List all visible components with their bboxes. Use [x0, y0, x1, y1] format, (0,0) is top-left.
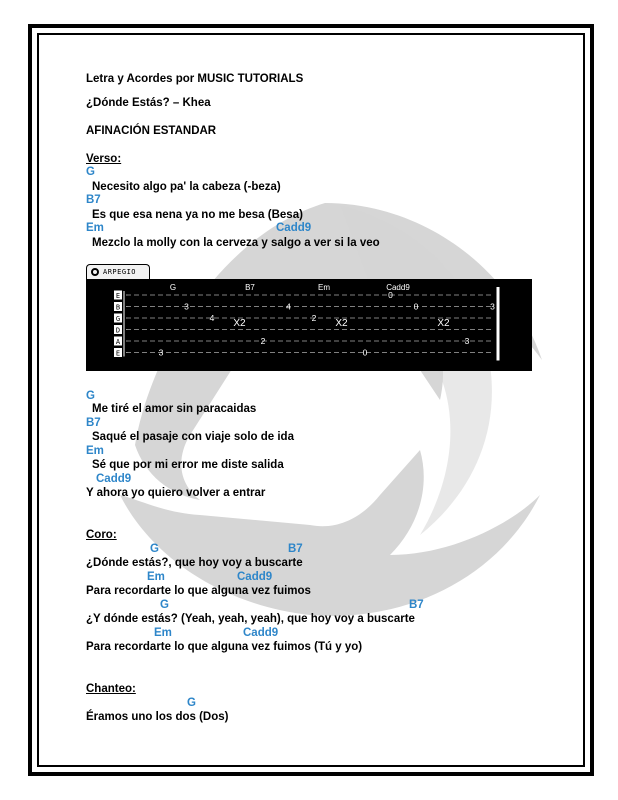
arpeggio-tab-label [86, 264, 150, 279]
lyric-line: Para recordarte lo que alguna vez fuimos (Tú y yo) [86, 641, 363, 653]
tab-chord-name: G [169, 283, 177, 292]
chord-label: B7 [86, 417, 101, 429]
tab-string-name: A [115, 338, 121, 346]
tab-fret-number: 2 [311, 313, 317, 323]
chord-label: B7 [409, 599, 424, 611]
tab-chord-name: Em [318, 283, 330, 292]
tab-repeat-mark: X2 [335, 318, 348, 329]
tab-string-name: E [115, 349, 121, 358]
tab-chord-name: B7 [245, 283, 255, 292]
tab-chord-name: Cadd9 [386, 283, 410, 292]
lyric-line: Es que esa nena ya no me besa (Besa) [92, 209, 303, 221]
arpeggio-tablature [86, 279, 532, 371]
chord-label: Cadd9 [243, 627, 279, 639]
chord-label: G [86, 166, 95, 178]
lyric-line: Sé que por mi error me diste salida [92, 459, 284, 471]
chord-label: G [187, 697, 196, 709]
chord-label: Cadd9 [96, 473, 132, 485]
tuning-line: AFINACIÓN ESTANDAR [86, 125, 217, 137]
tab-repeat-mark: X2 [437, 318, 450, 329]
section-title-verse: Verso: [86, 153, 122, 165]
tab-fret-number: 3 [158, 347, 164, 358]
lyric-line: Me tiré el amor sin paracaidas [92, 403, 257, 415]
tab-repeat-mark: X2 [233, 318, 246, 329]
tab-fret-number: 3 [490, 301, 495, 312]
chord-label: Em [147, 571, 165, 583]
lyric-line: ¿Y dónde estás? (Yeah, yeah, yeah), que hoy voy a buscarte [86, 613, 415, 625]
chord-label: G [160, 599, 169, 611]
lyric-line: Para recordarte lo que alguna vez fuimos [86, 585, 311, 597]
tab-fret-number: 0 [362, 347, 368, 358]
tab-string-name: D [115, 326, 121, 335]
lyric-line: Necesito algo pa' la cabeza (-beza) [92, 181, 281, 193]
chord-label: Cadd9 [276, 222, 312, 234]
tab-fret-number: 4 [209, 313, 215, 323]
tab-fret-number: 2 [260, 336, 266, 346]
chord-label: B7 [288, 543, 303, 555]
tab-fret-number: 3 [464, 336, 470, 346]
tab-fret-number: 4 [286, 301, 291, 312]
tab-string-name: G [115, 315, 121, 323]
chord-label: Em [86, 222, 104, 234]
lyric-line: Éramos uno los dos (Dos) [86, 711, 229, 723]
tab-fret-number: 0 [388, 290, 393, 300]
chord-label: Em [154, 627, 172, 639]
lyric-line: ¿Dónde estás?, que hoy voy a buscarte [86, 557, 303, 569]
chord-label: G [150, 543, 159, 555]
tab-fret-number: 0 [413, 301, 419, 312]
chord-label: Em [86, 445, 104, 457]
chord-label: G [86, 390, 95, 402]
chord-label: B7 [86, 194, 101, 206]
gear-icon [91, 268, 99, 276]
arpeggio-label: ARPEGIO [103, 268, 137, 276]
lyric-line: Saqué el pasaje con viaje solo de ida [92, 431, 294, 443]
tab-string-name: E [115, 292, 121, 300]
credit-line: Letra y Acordes por MUSIC TUTORIALS [86, 73, 304, 85]
tab-fret-number: 3 [184, 301, 189, 312]
tab-string-name: B [115, 303, 121, 312]
chord-label: Cadd9 [237, 571, 273, 583]
song-title: ¿Dónde Estás? – Khea [86, 97, 211, 109]
section-title-chant: Chanteo: [86, 683, 136, 695]
lyric-line: Mezclo la molly con la cerveza y salgo a ver si la veo [92, 237, 380, 249]
section-title-chorus: Coro: [86, 529, 117, 541]
tablature-staff [86, 279, 532, 371]
lyric-line: Y ahora yo quiero volver a entrar [86, 487, 266, 499]
